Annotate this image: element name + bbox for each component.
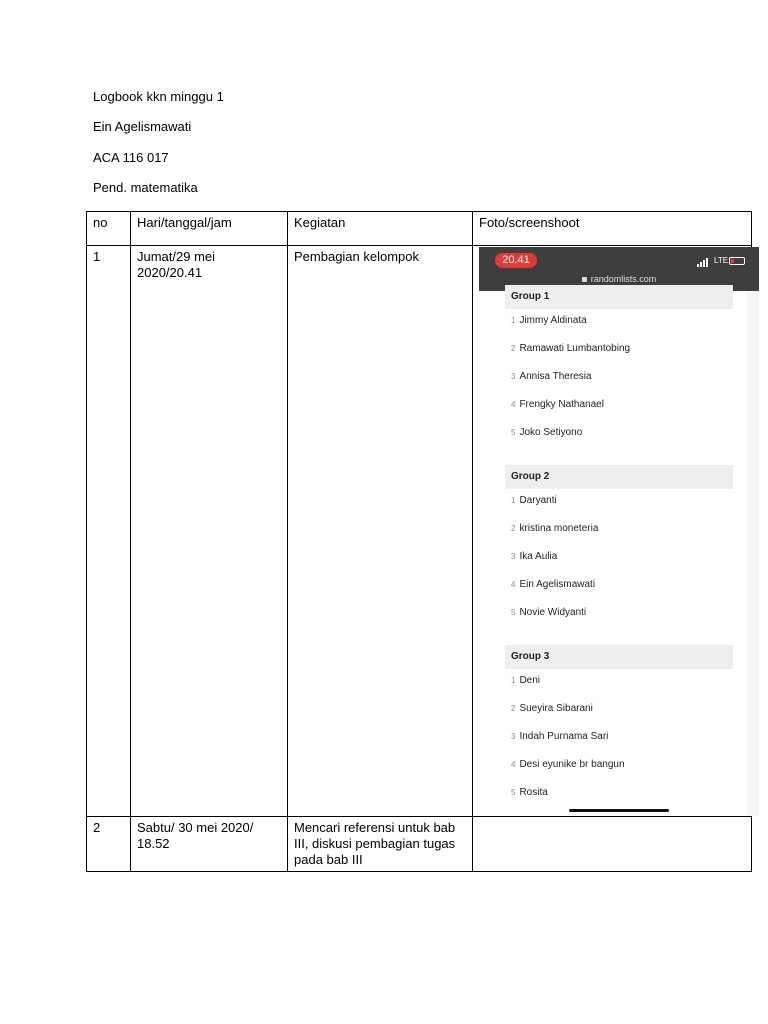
member-name: Ika Aulia <box>519 551 558 562</box>
header-photo: Foto/screenshoot <box>473 212 752 246</box>
network-label: LTE <box>714 256 729 265</box>
member-name: Desi eyunike br bangun <box>519 759 625 770</box>
student-id: ACA 116 017 <box>93 150 169 165</box>
group-header: Group 3 <box>505 645 733 669</box>
table-row <box>87 246 752 817</box>
logbook-title: Logbook kkn minggu 1 <box>93 89 224 104</box>
list-item: 5 Joko Setiyono <box>511 427 583 438</box>
row-activity: Pembagian kelompok <box>288 246 473 817</box>
member-name: Joko Setiyono <box>519 427 583 438</box>
row-date: Jumat/29 mei 2020/20.41 <box>131 246 288 817</box>
group-header: Group 2 <box>505 465 733 489</box>
member-name: Indah Purnama Sari <box>519 731 609 742</box>
student-name: Ein Agelismawati <box>93 119 192 134</box>
list-item: 2 Sueyira Sibarani <box>511 703 593 714</box>
list-item: 3 Ika Aulia <box>511 551 558 562</box>
group-header: Group 1 <box>505 285 733 309</box>
list-item: 2 Ramawati Lumbantobing <box>511 343 631 354</box>
row-no: 1 <box>87 246 131 817</box>
battery-low-icon <box>729 257 745 265</box>
row-activity: Mencari referensi untuk bab III, diskusi pembagian tugas pada bab III <box>288 817 473 872</box>
list-item: 5 Rosita <box>511 787 548 798</box>
member-name: Rosita <box>519 787 548 798</box>
url-bar <box>479 273 759 285</box>
member-name: Frengky Nathanael <box>519 399 604 410</box>
header-no: no <box>87 212 131 246</box>
member-name: Ramawati Lumbantobing <box>519 343 631 354</box>
row-photo <box>473 817 752 872</box>
member-name: Ein Agelismawati <box>519 579 596 590</box>
list-item: 5 Novie Widyanti <box>511 607 587 618</box>
row-date: Sabtu/ 30 mei 2020/ 18.52 <box>131 817 288 872</box>
list-item: 4 Frengky Nathanael <box>511 399 604 410</box>
member-name: Jimmy Aldinata <box>519 315 587 326</box>
url-text: randomlists.com <box>590 274 657 284</box>
home-indicator <box>569 809 669 812</box>
row-photo <box>473 246 752 817</box>
list-item: 1 Jimmy Aldinata <box>511 315 587 326</box>
member-name: Daryanti <box>519 495 557 506</box>
member-name: kristina moneteria <box>519 523 599 534</box>
list-item: 3 Indah Purnama Sari <box>511 731 609 742</box>
signal-bars-icon <box>697 258 711 267</box>
list-item: 1 Daryanti <box>511 495 557 506</box>
row-no: 2 <box>87 817 131 872</box>
header-date: Hari/tanggal/jam <box>131 212 288 246</box>
list-item: 4 Desi eyunike br bangun <box>511 759 625 770</box>
list-item: 1 Deni <box>511 675 541 686</box>
member-name: Novie Widyanti <box>519 607 587 618</box>
list-item: 3 Annisa Theresia <box>511 371 592 382</box>
logbook-table <box>86 211 752 872</box>
table-row <box>87 817 752 872</box>
member-name: Sueyira Sibarani <box>519 703 593 714</box>
phone-screenshot <box>479 247 759 816</box>
list-item: 4 Ein Agelismawati <box>511 579 596 590</box>
status-time: 20.41 <box>495 253 537 268</box>
member-name: Annisa Theresia <box>519 371 592 382</box>
table-header-row <box>87 212 752 246</box>
lock-icon <box>582 277 587 282</box>
header-activity: Kegiatan <box>288 212 473 246</box>
member-name: Deni <box>519 675 541 686</box>
group-list <box>479 291 747 816</box>
study-program: Pend. matematika <box>93 180 198 195</box>
list-item: 2 kristina moneteria <box>511 523 599 534</box>
